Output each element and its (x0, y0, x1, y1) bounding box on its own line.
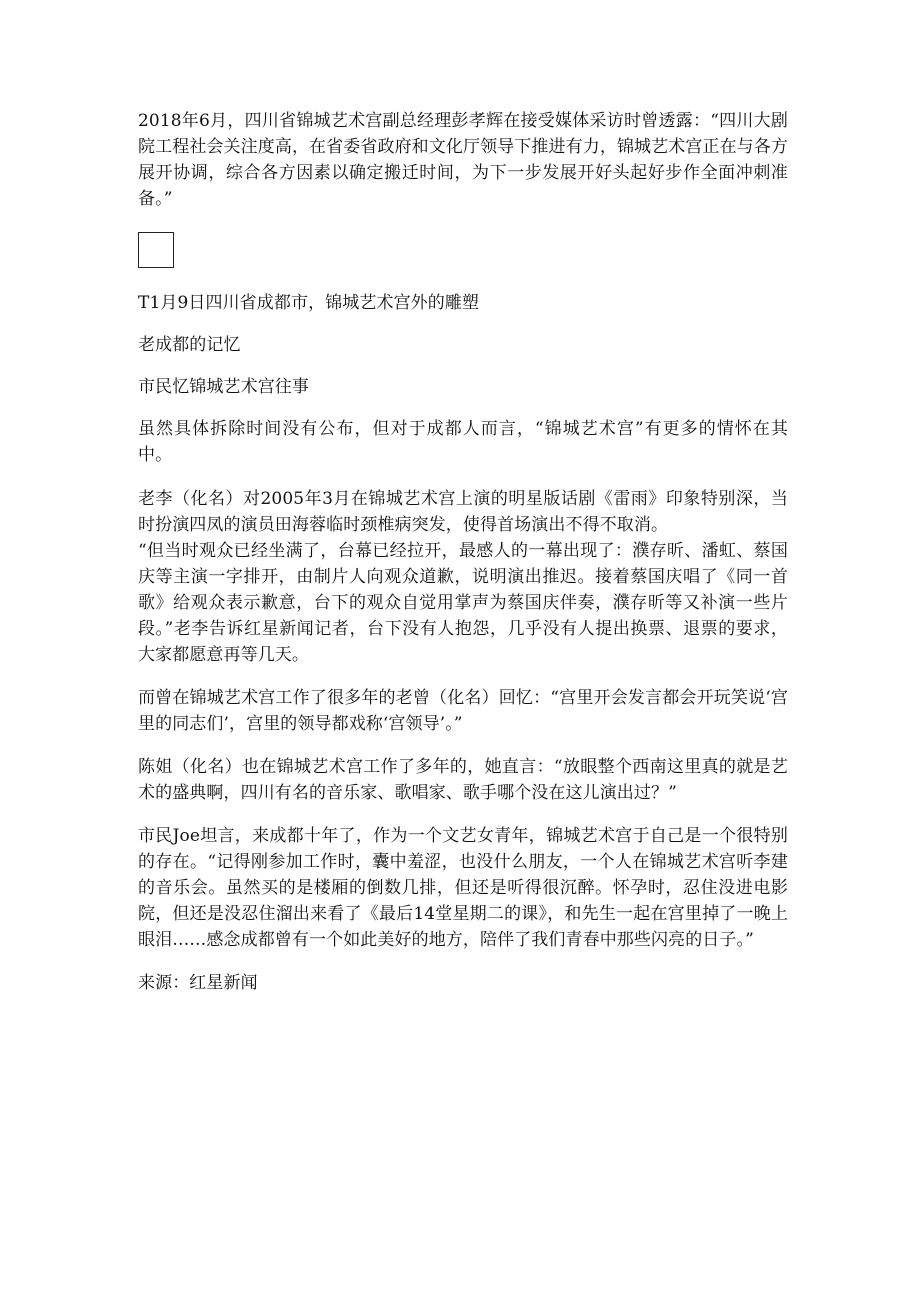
image-caption: T1月9日四川省成都市，锦城艺术宫外的雕塑 (138, 293, 480, 313)
paragraph-5: 市民Joe坦言，来成都十年了，作为一个文艺女青年，锦城艺术宫于自己是一个很特别的存在。“记得刚参加工作时，囊中羞涩，也没什么朋友，一个人在锦城艺术宫听李建的音乐会。虽然买的是楼厢的倒数几排，但还是听得很沉醉。怀孕时，忍住没进电影院，但还是没忍住溜出来看了《最后14堂星期二的课》，和先生一起在宫里掉了一晚上眼泪……感念成都曾有一个如此美好的地方，陪伴了我们青春中那些闪亮的日子。” (138, 826, 788, 950)
paragraph-3: 而曾在锦城艺术宫工作了很多年的老曾（化名）回忆：“宫里开会发言都会开玩笑说‘宫里的同志们’，宫里的领导都戏称‘宫领导’。” (138, 688, 788, 734)
source-line: 来源：红星新闻 (138, 973, 258, 993)
intro-paragraph: 2018年6月，四川省锦城艺术宫副总经理彭孝辉在接受媒体采访时曾透露：“四川大剧院工程社会关注度高，在省委省政府和文化厅领导下推进有力，锦城艺术宫正在与各方展开协调，综合各方因素以确定搬迁时间，为下一步发展开好头起好步作全面冲刺准备。” (138, 111, 788, 209)
paragraph-2: 老李（化名）对2005年3月在锦城艺术宫上演的明星版话剧《雷雨》印象特别深，当时扮演四凤的演员田海蓉临时颈椎病突发，使得首场演出不得不取消。 (138, 489, 788, 535)
section-heading: 老成都的记忆 (138, 335, 241, 355)
paragraph-1: 虽然具体拆除时间没有公布，但对于成都人而言，“锦城艺术宫”有更多的情怀在其中。 (138, 419, 788, 465)
image-placeholder (138, 232, 174, 268)
paragraph-2-quote: “但当时观众已经坐满了，台幕已经拉开，最感人的一幕出现了：濮存昕、潘虹、蔡国庆等主演一字排开，由制片人向观众道歉，说明演出推迟。接着蔡国庆唱了《同一首歌》给观众表示歉意，台下的观众自觉用掌声为蔡国庆伴奏，濮存昕等又补演一些片段。”老李告诉红星新闻记者，台下没有人抱怨，几乎没有人提出换票、退票的要求，大家都愿意再等几天。 (138, 541, 788, 665)
article-body (138, 108, 788, 996)
section-subheading: 市民忆锦城艺术宫往事 (138, 377, 309, 397)
paragraph-4: 陈姐（化名）也在锦城艺术宫工作了多年的，她直言：“放眼整个西南这里真的就是艺术的盛典啊，四川有名的音乐家、歌唱家、歌手哪个没在这儿演出过？” (138, 757, 788, 803)
